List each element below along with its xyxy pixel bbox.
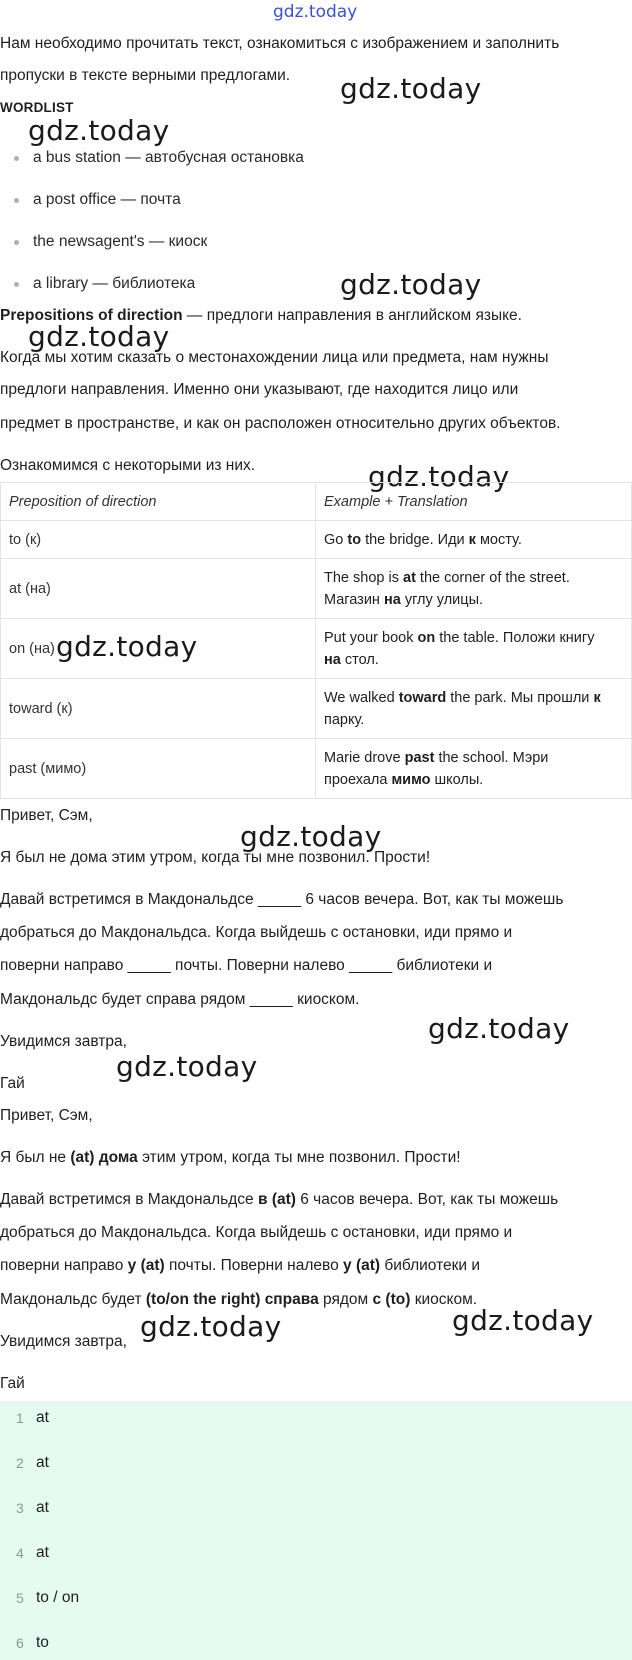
bullet-dot [14, 240, 19, 245]
bold-text: to [347, 531, 362, 548]
letter-line: Макдональдс будет справа рядом _____ киоском. [0, 991, 360, 1008]
answer-value: at [36, 1454, 49, 1471]
example-cell [316, 739, 632, 799]
letter-closing: Увидимся завтра, [0, 1033, 127, 1050]
answered-line [0, 1223, 512, 1243]
text-segment: Go [324, 531, 348, 548]
answer-value: at [36, 1544, 49, 1561]
text-segment: the corner of the street. [415, 569, 570, 586]
bold-text: on [417, 629, 436, 646]
text-segment: the school. Мэри [434, 749, 549, 766]
answered-line [0, 1290, 477, 1310]
answered-line [0, 1190, 558, 1210]
answered-line [0, 1256, 480, 1276]
intro-line: пропуски в тексте верными предлогами. [0, 67, 291, 84]
bullet-dot [14, 156, 19, 161]
answer-value: at [36, 1499, 49, 1516]
table-row [1, 521, 632, 559]
preposition-cell: on (на) [1, 619, 316, 679]
prepositions-table [0, 482, 632, 799]
bullet-dot [14, 198, 19, 203]
watermark: gdz.today [140, 1310, 282, 1343]
table-row [1, 679, 632, 739]
answer-number: 5 [16, 1590, 24, 1606]
answers-panel [0, 1401, 632, 1660]
answer-number: 3 [16, 1500, 24, 1516]
text-segment: школы. [430, 771, 484, 788]
text-segment: Макдональдс будет [0, 1291, 146, 1308]
bullet-dot [14, 282, 19, 287]
wordlist-title: WORDLIST [0, 100, 74, 115]
text-segment: киоском. [410, 1291, 478, 1308]
table-row [1, 739, 632, 799]
text-segment: 6 часов вечера. Вот, как ты можешь [295, 1191, 559, 1208]
prepositions-term-rest: — предлоги направления в английском языке. [182, 307, 522, 324]
answer-value: to [36, 1634, 49, 1651]
description-line: предмет в пространстве, и как он расположен относительно других объектов. [0, 415, 561, 432]
table-header-row [1, 483, 632, 521]
bold-text: с (to) [372, 1291, 411, 1308]
wordlist-item: a bus station — автобусная остановка [33, 149, 304, 166]
bold-text: на [383, 591, 401, 608]
text-segment: the park. Мы прошли [446, 689, 594, 706]
example-cell [316, 521, 632, 559]
watermark: gdz.today [452, 1304, 594, 1337]
watermark: gdz.today [340, 72, 482, 105]
description-line: предлоги направления. Именно они указывают, где находится лицо или [0, 381, 519, 398]
text-segment: The shop is [324, 569, 403, 586]
answer-number: 4 [16, 1545, 24, 1561]
answer-number: 1 [16, 1410, 24, 1426]
text-segment: почты. Поверни налево [164, 1257, 344, 1274]
text-segment: Магазин [324, 591, 384, 608]
answer-value: at [36, 1409, 49, 1426]
watermark: gdz.today [340, 268, 482, 301]
text-segment: the bridge. Иди [361, 531, 469, 548]
text-segment: the table. Положи книгу [435, 629, 595, 646]
answered-greeting: Привет, Сэм, [0, 1107, 93, 1124]
bold-text: at [403, 569, 416, 586]
watermark: gdz.today [428, 1012, 570, 1045]
letter-line: поверни направо _____ почты. Поверни налево _____ библиотеки и [0, 957, 493, 974]
table-row [1, 619, 632, 679]
text-segment: поверни направо [0, 1257, 128, 1274]
example-cell [316, 559, 632, 619]
letter-signature: Гай [0, 1075, 25, 1092]
wordlist-item: a post office — почта [33, 191, 181, 208]
text-segment: углу улицы. [400, 591, 484, 608]
bold-text: у (at) [127, 1257, 165, 1274]
watermark: gdz.today [56, 630, 198, 663]
letter-line: Я был не дома этим утром, когда ты мне позвонил. Прости! [0, 849, 431, 866]
bold-text: на [324, 651, 341, 668]
table-header-cell: Example + Translation [316, 483, 632, 521]
preposition-cell: toward (к) [1, 679, 316, 739]
text-segment: Я был не [0, 1149, 71, 1166]
watermark: gdz.today [116, 1050, 258, 1083]
preposition-cell: past (мимо) [1, 739, 316, 799]
letter-line: добраться до Макдональдса. Когда выйдешь с остановки, иди прямо и [0, 924, 513, 941]
bold-text: мимо [391, 771, 431, 788]
preposition-cell: to (к) [1, 521, 316, 559]
wordlist-item: a library — библиотека [33, 275, 196, 292]
watermark: gdz.today [28, 114, 170, 147]
prepositions-term: Prepositions of direction [0, 307, 183, 324]
table-row [1, 559, 632, 619]
answered-line [0, 1148, 461, 1168]
watermark: gdz.today [28, 320, 170, 353]
bold-text: в (at) [257, 1191, 296, 1208]
prepositions-heading [0, 306, 522, 326]
example-cell [316, 619, 632, 679]
wordlist-item: the newsagent's — киоск [33, 233, 208, 250]
text-segment: рядом [318, 1291, 373, 1308]
text-segment: стол. [340, 651, 379, 668]
example-cell [316, 679, 632, 739]
watermark: gdz.today [240, 820, 382, 853]
answered-signature: Гай [0, 1375, 25, 1392]
text-segment: мосту. [475, 531, 522, 548]
text-segment: этим утром, когда ты мне позвонил. Прости! [137, 1149, 461, 1166]
bold-text: к [468, 531, 476, 548]
bold-text: toward [398, 689, 447, 706]
intro-line: Нам необходимо прочитать текст, ознакомиться с изображением и заполнить [0, 35, 560, 52]
text-segment: Marie drove [324, 749, 405, 766]
answer-number: 2 [16, 1455, 24, 1471]
bold-text: (to/on the right) справа [145, 1291, 319, 1308]
text-segment: парку. [324, 711, 365, 728]
watermark-top: gdz.today [273, 2, 358, 22]
text-segment: We walked [324, 689, 399, 706]
answer-number: 6 [16, 1635, 24, 1651]
answer-value: to / on [36, 1589, 80, 1606]
bold-text: к [593, 689, 601, 706]
bold-text: у (at) [343, 1257, 381, 1274]
text-segment: библиотеки и [380, 1257, 481, 1274]
bold-text: past [404, 749, 435, 766]
text-segment: Давай встретимся в Макдональдсе [0, 1191, 258, 1208]
text-segment: проехала [324, 771, 392, 788]
table-lead: Ознакомимся с некоторыми из них. [0, 457, 256, 474]
letter-greeting: Привет, Сэм, [0, 807, 93, 824]
table-header-cell: Preposition of direction [1, 483, 316, 521]
watermark: gdz.today [368, 460, 510, 493]
preposition-cell: at (на) [1, 559, 316, 619]
letter-line: Давай встретимся в Макдональдсе _____ 6 часов вечера. Вот, как ты можешь [0, 891, 564, 908]
description-line: Когда мы хотим сказать о местонахождении лица или предмета, нам нужны [0, 349, 549, 366]
text-segment: Put your book [324, 629, 418, 646]
bold-text: (at) дома [70, 1149, 138, 1166]
answered-closing: Увидимся завтра, [0, 1333, 127, 1350]
text-segment: добраться до Макдональдса. Когда выйдешь с остановки, иди прямо и [0, 1224, 513, 1241]
